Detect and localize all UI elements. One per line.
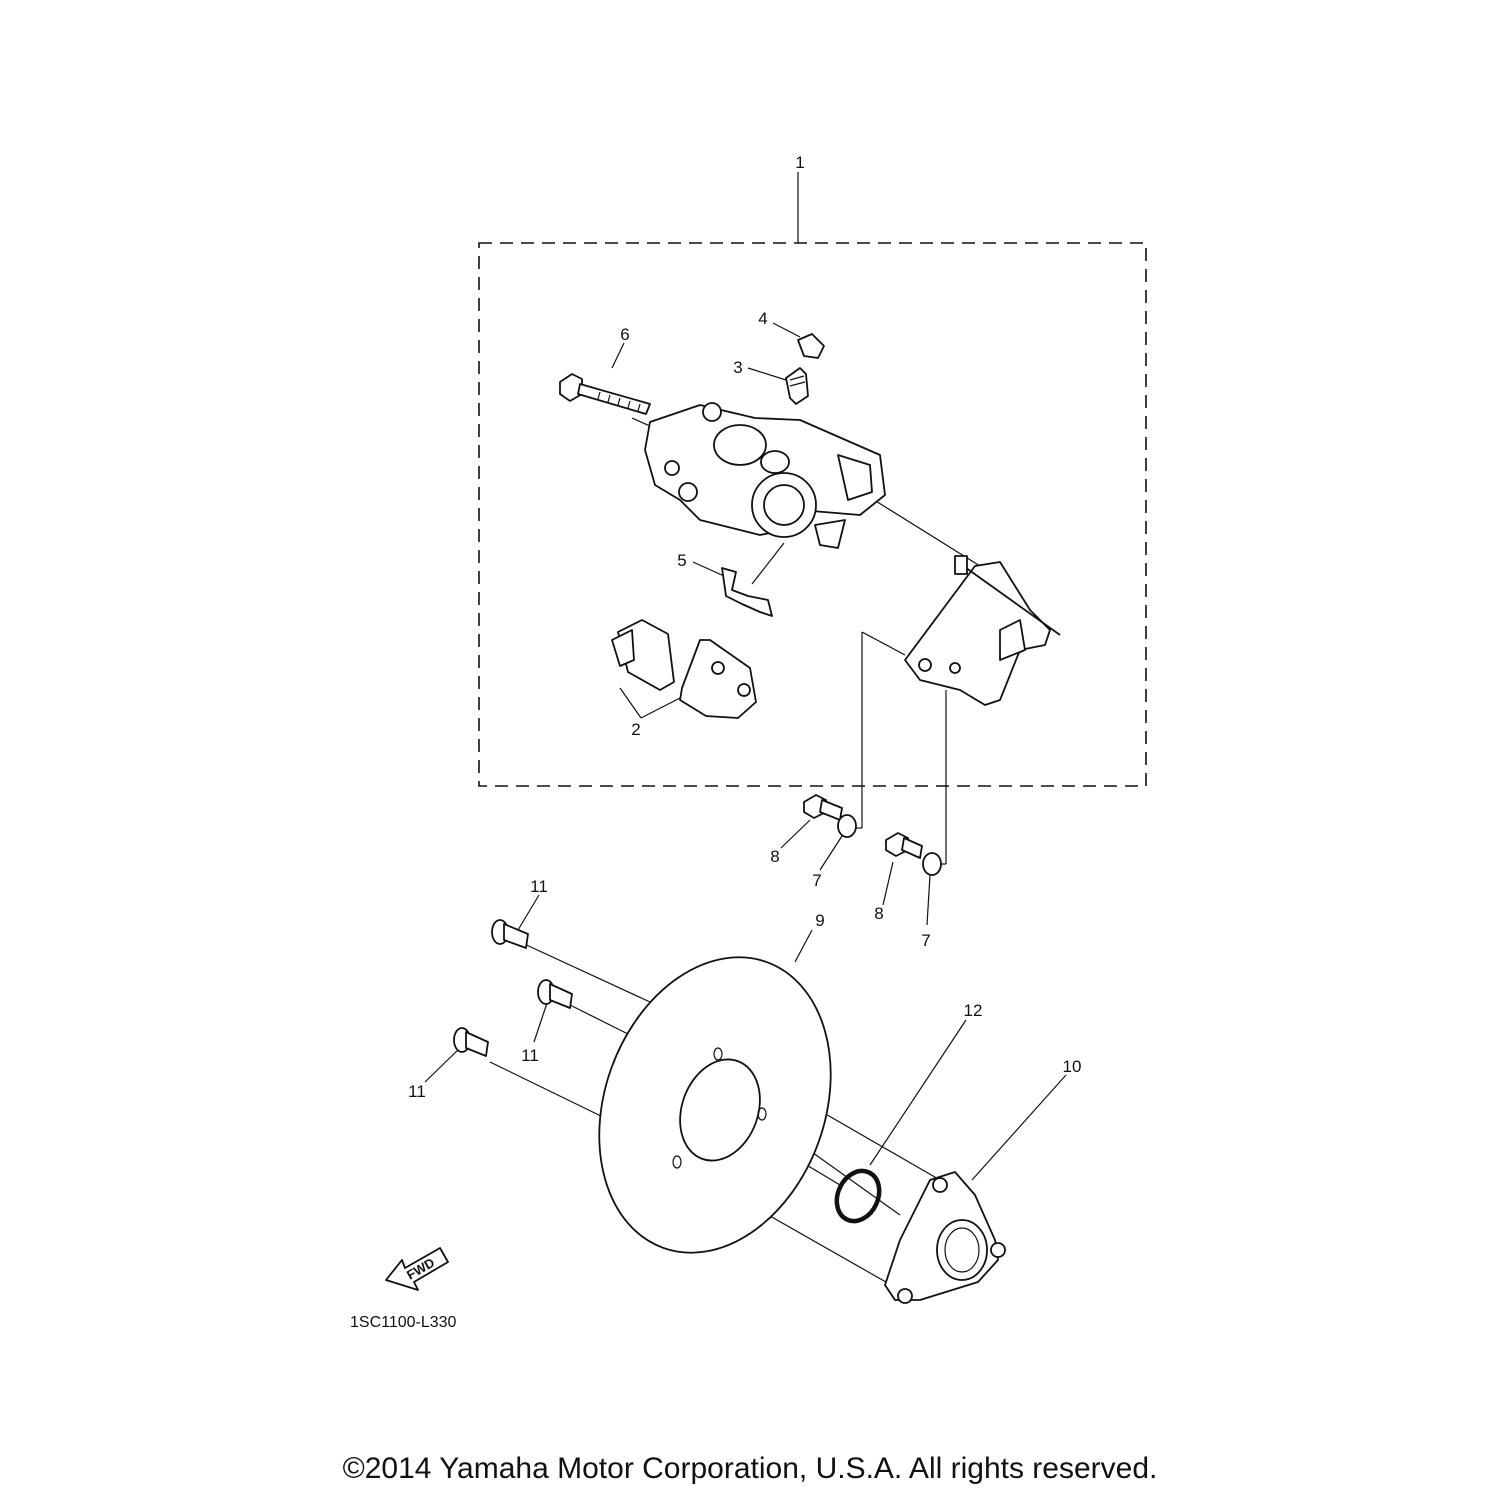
callout-7-lower: 7 <box>921 931 931 950</box>
callout-9: 9 <box>815 911 825 930</box>
brake-pad-kit <box>612 620 756 718</box>
bleed-screw <box>786 368 808 404</box>
callout-1: 1 <box>795 153 805 172</box>
callout-10: 10 <box>1062 1057 1082 1076</box>
callout-7-upper: 7 <box>812 871 822 890</box>
washer-upper <box>838 815 856 837</box>
disc-bolt-1 <box>492 920 528 948</box>
copyright-notice: ©2014 Yamaha Motor Corporation, U.S.A. All rights reserved. <box>342 1452 1158 1485</box>
diagram-reference-code: 1SC1100-L330 <box>350 1314 457 1331</box>
bleed-cap <box>798 334 824 358</box>
callout-8-upper: 8 <box>770 847 780 866</box>
disc-bolt-3 <box>454 1028 488 1056</box>
callout-5: 5 <box>677 551 687 570</box>
fwd-arrow <box>386 1248 448 1290</box>
callout-8-lower: 8 <box>874 904 884 923</box>
o-ring <box>829 1164 887 1228</box>
caliper-bolt <box>560 374 650 414</box>
callout-11-top: 11 <box>530 877 548 896</box>
caliper-bracket <box>905 556 1060 705</box>
callout-11-middle: 11 <box>521 1046 539 1065</box>
callout-11-bottom: 11 <box>408 1082 426 1101</box>
callout-12: 12 <box>963 1001 983 1020</box>
callout-2: 2 <box>631 720 641 739</box>
brake-disc <box>560 925 871 1286</box>
bracket-bolt-lower <box>886 833 922 858</box>
disc-bolt-2 <box>538 980 572 1008</box>
washer-lower <box>923 853 941 875</box>
callout-4: 4 <box>758 309 768 328</box>
callout-3: 3 <box>733 358 743 377</box>
brake-caliper <box>645 403 885 548</box>
fwd-label: FWD <box>404 1254 438 1283</box>
pad-spring <box>722 568 772 616</box>
bracket-bolt-upper <box>804 795 842 820</box>
brake-hub <box>885 1172 1005 1303</box>
callout-6: 6 <box>620 325 630 344</box>
